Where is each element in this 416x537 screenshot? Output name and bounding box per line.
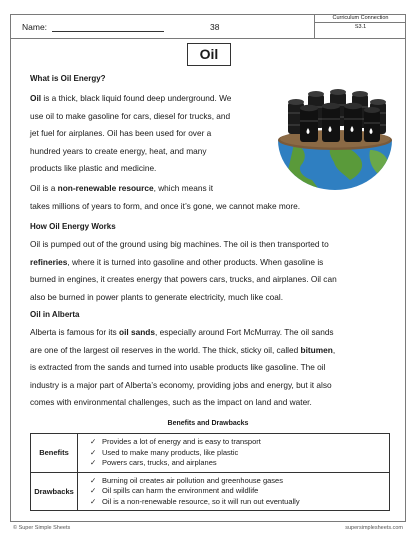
p1-line-1: Oil is a thick, black liquid found deep underground. We <box>30 93 232 103</box>
section-heading-how-oil-works: How Oil Energy Works <box>30 222 116 231</box>
row-label-benefits: Benefits <box>31 434 78 473</box>
list-item: ✓ Oil spills can harm the environment and wildlife <box>90 486 259 495</box>
section1-paragraph2 <box>30 180 300 215</box>
table-title: Benefits and Drawbacks <box>167 420 249 427</box>
checkmark-icon: ✓ <box>90 486 97 495</box>
name-label: Name: <box>22 22 48 32</box>
checkmark-icon: ✓ <box>90 437 97 446</box>
worksheet-header <box>10 14 406 39</box>
name-input-line[interactable] <box>52 31 164 32</box>
oil-barrels <box>288 89 386 142</box>
list-item: ✓ Provides a lot of energy and is easy to transport <box>90 437 261 446</box>
row-label-drawbacks: Drawbacks <box>31 472 78 511</box>
p2-line-2: takes millions of years to form, and once it’s gone, we cannot make more. <box>30 200 301 211</box>
section-heading-oil-in-alberta: Oil in Alberta <box>30 310 80 319</box>
footer-website[interactable]: supersimplesheets.com <box>345 525 403 531</box>
page-title: Oil <box>187 43 231 66</box>
checkmark-icon: ✓ <box>90 458 97 467</box>
s2-line-3: burned in engines, it creates energy that powers cars, trucks, and airplanes. Oil can <box>30 274 337 285</box>
section3-paragraph <box>30 324 335 412</box>
benefits-drawbacks-table <box>30 433 390 511</box>
section2-paragraph <box>30 236 337 306</box>
curriculum-title: Curriculum Connection <box>315 14 406 23</box>
checkmark-icon: ✓ <box>90 496 97 506</box>
s3-line-3: is extracted from the sands and turned into usable products like gasoline. The oil <box>30 362 326 373</box>
s2-line-1: Oil is pumped out of the ground using big machines. The oil is then transported to <box>30 239 329 249</box>
list-item: ✓ Used to make many products, like plastic <box>90 447 239 457</box>
table-row <box>31 472 390 511</box>
p1-line-5: products like plastic and medicine. <box>30 163 157 174</box>
s3-line-2: are one of the largest oil reserves in the world. The thick, sticky oil, called bitumen, <box>30 344 336 355</box>
s3-line-4: industry is a major part of Alberta’s economy, providing jobs and energy, but it also <box>30 379 332 390</box>
list-item: ✓ Oil is a non-renewable resource, so it will run out eventually <box>90 496 300 506</box>
p1-line-4: hundred years to create energy, heat, and many <box>30 145 207 156</box>
s2-line-4: also be burned in power plants to generate electricity, much like coal. <box>30 291 284 302</box>
page-number: 38 <box>210 22 220 32</box>
list-item: ✓ Powers cars, trucks, and airplanes <box>90 458 217 467</box>
s2-line-2: refineries, where it is turned into gasoline and other products. When gasoline is <box>30 256 324 267</box>
s3-line-5: comes with environmental challenges, such as the impact on land and water. <box>30 397 312 408</box>
list-item: ✓ Burning oil creates air pollution and greenhouse gases <box>90 475 283 485</box>
p1-line-3: jet fuel for airplanes. Oil has been used for over a <box>30 128 212 139</box>
footer-copyright: © Super Simple Sheets <box>13 525 71 531</box>
p1-line-2: use oil to make gasoline for cars, diesel for trucks, and <box>30 110 231 121</box>
curriculum-connection-box <box>314 14 406 38</box>
p2-line-1: Oil is a non-renewable resource, which means it <box>30 183 214 193</box>
s3-line-1: Alberta is famous for its oil sands, especially around Fort McMurray. The oil sands <box>30 327 334 337</box>
curriculum-code: S3.1 <box>354 24 367 30</box>
table-row <box>31 434 390 473</box>
section1-paragraph1 <box>30 90 231 178</box>
section-heading-what-is-oil: What is Oil Energy? <box>30 74 106 83</box>
checkmark-icon: ✓ <box>90 475 97 485</box>
benefits-list-cell <box>78 434 390 473</box>
drawbacks-list-cell <box>78 472 390 511</box>
checkmark-icon: ✓ <box>90 447 97 457</box>
oil-globe-illustration <box>274 84 396 192</box>
